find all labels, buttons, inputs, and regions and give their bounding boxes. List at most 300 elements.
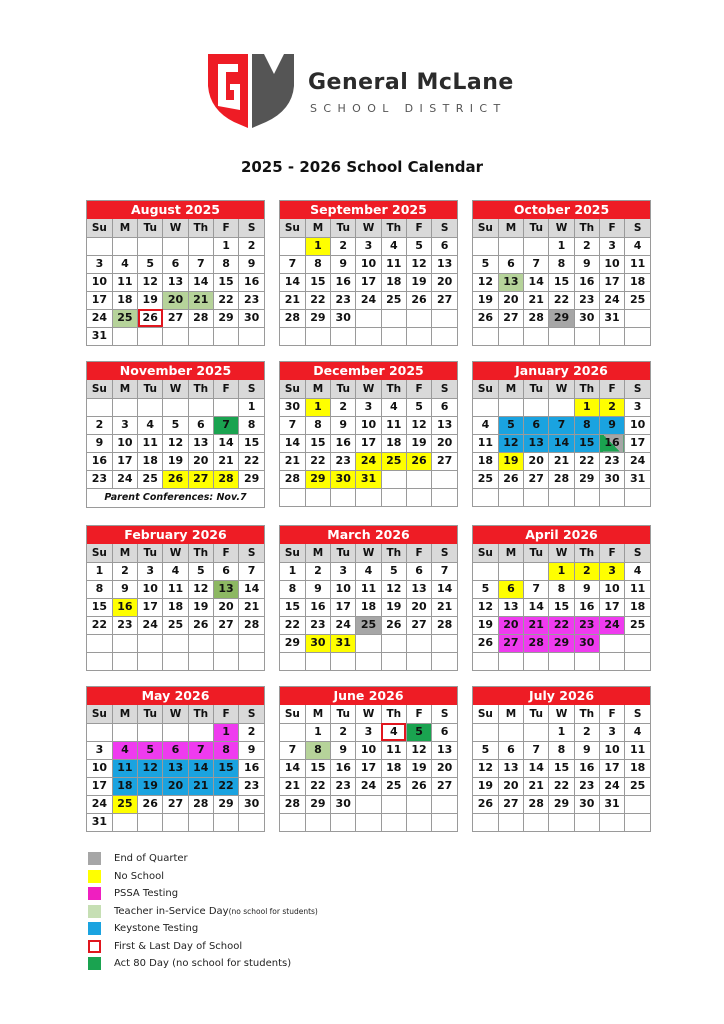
day-cell: 17 (356, 759, 381, 777)
day-cell: 13 (406, 580, 431, 598)
day-cell: 15 (87, 598, 112, 616)
day-cell: 12 (406, 255, 431, 273)
district-logo (204, 50, 534, 132)
empty-cell (625, 309, 650, 327)
day-cell: 4 (625, 562, 650, 580)
day-cell: 26 (163, 470, 188, 488)
empty-cell (163, 398, 188, 416)
day-cell: 5 (138, 255, 163, 273)
empty-cell (625, 813, 650, 831)
weekday-header: S (432, 380, 457, 398)
empty-cell (112, 813, 137, 831)
empty-cell (112, 237, 137, 255)
empty-cell (473, 398, 498, 416)
day-cell: 16 (331, 273, 356, 291)
month-september-2025 (279, 200, 458, 346)
empty-cell (305, 652, 330, 670)
empty-cell (188, 327, 213, 345)
empty-cell (163, 237, 188, 255)
day-cell: 7 (188, 741, 213, 759)
empty-cell (574, 488, 599, 506)
empty-cell (599, 652, 624, 670)
day-cell: 4 (356, 562, 381, 580)
day-cell: 2 (574, 562, 599, 580)
day-cell: 13 (498, 273, 523, 291)
day-cell: 24 (356, 777, 381, 795)
legend-label: End of Quarter (114, 853, 188, 865)
day-cell: 19 (138, 291, 163, 309)
gm-shield-logo-icon (204, 50, 296, 132)
empty-cell (381, 327, 406, 345)
month-title: January 2026 (473, 362, 650, 380)
day-cell: 16 (599, 434, 624, 452)
day-cell: 2 (87, 416, 112, 434)
weekday-header: Su (87, 380, 112, 398)
day-cell: 19 (406, 434, 431, 452)
empty-cell (239, 634, 264, 652)
empty-cell (498, 813, 523, 831)
weekday-header: M (498, 380, 523, 398)
empty-cell (625, 652, 650, 670)
empty-cell (498, 652, 523, 670)
empty-cell (87, 237, 112, 255)
day-cell: 21 (549, 452, 574, 470)
weekday-header: F (213, 705, 238, 723)
day-cell: 20 (163, 291, 188, 309)
day-cell: 27 (163, 795, 188, 813)
day-cell: 30 (599, 470, 624, 488)
legend-swatch-icon (88, 870, 101, 883)
weekday-header: M (305, 380, 330, 398)
day-cell: 29 (549, 795, 574, 813)
empty-cell (87, 723, 112, 741)
month-title: October 2025 (473, 201, 650, 219)
day-cell: 5 (381, 562, 406, 580)
empty-cell (381, 813, 406, 831)
day-cell: 3 (599, 562, 624, 580)
day-cell: 7 (524, 580, 549, 598)
day-cell: 30 (331, 309, 356, 327)
day-cell: 14 (524, 598, 549, 616)
day-cell: 11 (381, 255, 406, 273)
empty-cell (356, 309, 381, 327)
empty-cell (549, 813, 574, 831)
empty-cell (524, 813, 549, 831)
day-cell: 25 (625, 291, 650, 309)
day-cell: 2 (574, 237, 599, 255)
day-cell: 10 (331, 580, 356, 598)
day-cell: 13 (498, 759, 523, 777)
month-title: April 2026 (473, 526, 650, 544)
day-cell: 3 (356, 398, 381, 416)
day-cell: 5 (406, 237, 431, 255)
day-cell: 26 (406, 777, 431, 795)
weekday-header: Su (280, 380, 305, 398)
weekday-header: F (406, 544, 431, 562)
day-cell: 10 (356, 416, 381, 434)
day-cell: 20 (524, 452, 549, 470)
empty-cell (163, 634, 188, 652)
day-cell: 6 (432, 398, 457, 416)
legend-swatch-icon (88, 905, 101, 918)
empty-cell (305, 488, 330, 506)
empty-cell (138, 813, 163, 831)
empty-cell (239, 327, 264, 345)
day-cell: 22 (239, 452, 264, 470)
day-cell: 26 (498, 470, 523, 488)
day-cell: 17 (112, 452, 137, 470)
weekday-header: S (239, 219, 264, 237)
empty-cell (406, 327, 431, 345)
legend-label: Teacher in-Service Day (114, 905, 229, 917)
day-cell: 21 (524, 616, 549, 634)
empty-cell (213, 652, 238, 670)
day-cell: 15 (574, 434, 599, 452)
empty-cell (188, 634, 213, 652)
day-cell: 13 (524, 434, 549, 452)
empty-cell (356, 813, 381, 831)
day-cell: 25 (381, 777, 406, 795)
weekday-header: Tu (524, 544, 549, 562)
day-cell: 26 (406, 291, 431, 309)
day-cell: 7 (524, 255, 549, 273)
day-cell: 21 (280, 777, 305, 795)
day-cell: 26 (473, 634, 498, 652)
day-cell: 18 (356, 598, 381, 616)
day-cell: 22 (549, 777, 574, 795)
weekday-header: S (625, 544, 650, 562)
day-cell: 31 (87, 813, 112, 831)
day-cell: 1 (574, 398, 599, 416)
day-cell: 8 (305, 741, 330, 759)
month-note: Parent Conferences: Nov.7 (87, 488, 264, 507)
day-cell: 21 (524, 291, 549, 309)
day-cell: 2 (331, 723, 356, 741)
weekday-header: F (406, 380, 431, 398)
day-cell: 25 (163, 616, 188, 634)
legend-swatch-icon (88, 922, 101, 935)
day-cell: 20 (188, 452, 213, 470)
day-cell: 13 (163, 273, 188, 291)
day-cell: 22 (213, 291, 238, 309)
day-cell: 23 (599, 452, 624, 470)
empty-cell (625, 634, 650, 652)
weekday-header: F (213, 380, 238, 398)
month-november-2025 (86, 361, 265, 508)
empty-cell (112, 398, 137, 416)
day-cell: 13 (432, 255, 457, 273)
day-cell: 8 (87, 580, 112, 598)
day-cell: 28 (188, 309, 213, 327)
weekday-header: Tu (524, 705, 549, 723)
weekday-header: S (239, 705, 264, 723)
day-cell: 9 (331, 255, 356, 273)
weekday-header: M (305, 544, 330, 562)
weekday-header: W (356, 219, 381, 237)
day-cell: 21 (239, 598, 264, 616)
day-cell: 5 (498, 416, 523, 434)
day-cell: 8 (549, 255, 574, 273)
legend-swatch-icon (88, 852, 101, 865)
day-cell: 28 (239, 616, 264, 634)
day-cell: 24 (331, 616, 356, 634)
day-cell: 1 (305, 723, 330, 741)
weekday-header: M (112, 544, 137, 562)
day-cell: 19 (138, 777, 163, 795)
weekday-header: F (599, 219, 624, 237)
day-cell: 10 (138, 580, 163, 598)
day-cell: 19 (498, 452, 523, 470)
day-cell: 7 (280, 255, 305, 273)
day-cell: 24 (356, 291, 381, 309)
weekday-header: Su (473, 219, 498, 237)
day-cell: 14 (524, 273, 549, 291)
month-march-2026 (279, 525, 458, 671)
day-cell: 5 (473, 741, 498, 759)
day-cell: 23 (331, 777, 356, 795)
day-cell: 31 (599, 309, 624, 327)
empty-cell (280, 723, 305, 741)
weekday-header: W (356, 544, 381, 562)
day-cell: 3 (112, 416, 137, 434)
day-cell: 29 (574, 470, 599, 488)
day-cell: 14 (280, 273, 305, 291)
day-cell: 11 (473, 434, 498, 452)
day-cell: 22 (213, 777, 238, 795)
day-cell: 7 (280, 741, 305, 759)
empty-cell (356, 488, 381, 506)
weekday-header: Th (381, 380, 406, 398)
empty-cell (213, 398, 238, 416)
day-cell: 6 (163, 741, 188, 759)
empty-cell (549, 488, 574, 506)
day-cell: 23 (239, 291, 264, 309)
day-cell: 14 (432, 580, 457, 598)
empty-cell (213, 634, 238, 652)
day-cell: 22 (305, 291, 330, 309)
empty-cell (549, 327, 574, 345)
day-cell: 11 (112, 273, 137, 291)
weekday-header: W (163, 705, 188, 723)
day-cell: 13 (432, 741, 457, 759)
empty-cell (473, 488, 498, 506)
empty-cell (574, 652, 599, 670)
empty-cell (188, 723, 213, 741)
weekday-header: W (356, 380, 381, 398)
weekday-header: Su (87, 705, 112, 723)
day-cell: 27 (524, 470, 549, 488)
empty-cell (331, 327, 356, 345)
day-cell: 26 (138, 795, 163, 813)
day-cell: 31 (625, 470, 650, 488)
day-cell: 22 (574, 452, 599, 470)
day-cell: 18 (381, 434, 406, 452)
day-cell: 16 (574, 598, 599, 616)
day-cell: 16 (239, 759, 264, 777)
day-cell: 16 (574, 759, 599, 777)
day-cell: 25 (625, 616, 650, 634)
day-cell: 9 (574, 580, 599, 598)
day-cell: 4 (112, 741, 137, 759)
weekday-header: Su (87, 219, 112, 237)
day-cell: 27 (163, 309, 188, 327)
day-cell: 14 (239, 580, 264, 598)
weekday-header: Th (574, 544, 599, 562)
day-cell: 11 (138, 434, 163, 452)
weekday-header: S (625, 705, 650, 723)
day-cell: 16 (112, 598, 137, 616)
day-cell: 21 (432, 598, 457, 616)
day-cell: 27 (432, 291, 457, 309)
day-cell: 16 (305, 598, 330, 616)
empty-cell (574, 813, 599, 831)
legend-swatch-icon (88, 957, 101, 970)
empty-cell (498, 237, 523, 255)
weekday-header: F (406, 705, 431, 723)
day-cell: 11 (625, 741, 650, 759)
day-cell: 12 (473, 598, 498, 616)
day-cell: 30 (331, 795, 356, 813)
empty-cell (356, 795, 381, 813)
weekday-header: Tu (524, 219, 549, 237)
day-cell: 2 (305, 562, 330, 580)
day-cell: 7 (549, 416, 574, 434)
day-cell: 19 (473, 777, 498, 795)
empty-cell (188, 652, 213, 670)
day-cell: 21 (280, 452, 305, 470)
empty-cell (498, 723, 523, 741)
empty-cell (138, 723, 163, 741)
legend-label: Act 80 Day (no school for students) (114, 958, 292, 970)
weekday-header: Th (188, 219, 213, 237)
day-cell: 23 (574, 291, 599, 309)
weekday-header: W (163, 380, 188, 398)
day-cell: 24 (599, 777, 624, 795)
day-cell: 18 (625, 759, 650, 777)
day-cell: 23 (305, 616, 330, 634)
day-cell: 18 (112, 777, 137, 795)
day-cell: 8 (239, 416, 264, 434)
empty-cell (163, 813, 188, 831)
day-cell: 26 (473, 309, 498, 327)
day-cell: 23 (331, 452, 356, 470)
day-cell: 19 (473, 291, 498, 309)
day-cell: 6 (498, 255, 523, 273)
day-cell: 11 (625, 255, 650, 273)
day-cell: 23 (239, 777, 264, 795)
day-cell: 3 (356, 237, 381, 255)
day-cell: 2 (112, 562, 137, 580)
empty-cell (356, 327, 381, 345)
weekday-header: Tu (331, 219, 356, 237)
day-cell: 4 (473, 416, 498, 434)
day-cell: 9 (239, 255, 264, 273)
day-cell: 22 (549, 291, 574, 309)
day-cell: 15 (280, 598, 305, 616)
day-cell: 6 (163, 255, 188, 273)
day-cell: 31 (356, 470, 381, 488)
empty-cell (112, 652, 137, 670)
empty-cell (280, 237, 305, 255)
empty-cell (625, 327, 650, 345)
weekday-header: F (599, 544, 624, 562)
day-cell: 10 (356, 741, 381, 759)
day-cell: 20 (406, 598, 431, 616)
legend-label: First & Last Day of School (114, 940, 243, 952)
day-cell: 12 (163, 434, 188, 452)
weekday-header: M (498, 219, 523, 237)
empty-cell (188, 813, 213, 831)
day-cell: 8 (305, 255, 330, 273)
weekday-header: Su (473, 705, 498, 723)
empty-cell (599, 813, 624, 831)
legend-item-pssa (88, 885, 318, 903)
empty-cell (432, 652, 457, 670)
day-cell: 20 (432, 273, 457, 291)
weekday-header: Th (574, 380, 599, 398)
day-cell: 15 (213, 273, 238, 291)
day-cell: 23 (574, 777, 599, 795)
day-cell: 6 (432, 237, 457, 255)
empty-cell (406, 470, 431, 488)
day-cell: 1 (87, 562, 112, 580)
empty-cell (163, 723, 188, 741)
day-cell: 20 (213, 598, 238, 616)
day-cell: 18 (625, 273, 650, 291)
empty-cell (406, 652, 431, 670)
empty-cell (406, 813, 431, 831)
weekday-header: S (625, 380, 650, 398)
day-cell: 4 (625, 723, 650, 741)
day-cell: 2 (239, 237, 264, 255)
day-cell: 27 (406, 616, 431, 634)
day-cell: 15 (305, 759, 330, 777)
month-february-2026 (86, 525, 265, 671)
day-cell: 5 (406, 723, 431, 741)
legend-item-inservice (88, 903, 318, 921)
day-cell: 22 (549, 616, 574, 634)
empty-cell (524, 398, 549, 416)
day-cell: 10 (625, 416, 650, 434)
day-cell: 19 (188, 598, 213, 616)
day-cell: 28 (549, 470, 574, 488)
weekday-header: Th (381, 544, 406, 562)
day-cell: 12 (406, 416, 431, 434)
org-name: General McLane (308, 70, 514, 95)
day-cell: 17 (356, 434, 381, 452)
day-cell: 28 (213, 470, 238, 488)
empty-cell (305, 813, 330, 831)
empty-cell (305, 327, 330, 345)
day-cell: 2 (331, 237, 356, 255)
day-cell: 19 (381, 598, 406, 616)
empty-cell (331, 652, 356, 670)
day-cell: 17 (625, 434, 650, 452)
day-cell: 15 (549, 759, 574, 777)
day-cell: 7 (188, 255, 213, 273)
day-cell: 11 (381, 741, 406, 759)
day-cell: 6 (188, 416, 213, 434)
empty-cell (280, 327, 305, 345)
empty-cell (498, 562, 523, 580)
day-cell: 28 (280, 795, 305, 813)
day-cell: 18 (163, 598, 188, 616)
weekday-header: W (549, 380, 574, 398)
day-cell: 3 (87, 255, 112, 273)
weekday-header: W (163, 219, 188, 237)
weekday-header: Su (87, 544, 112, 562)
day-cell: 24 (599, 291, 624, 309)
